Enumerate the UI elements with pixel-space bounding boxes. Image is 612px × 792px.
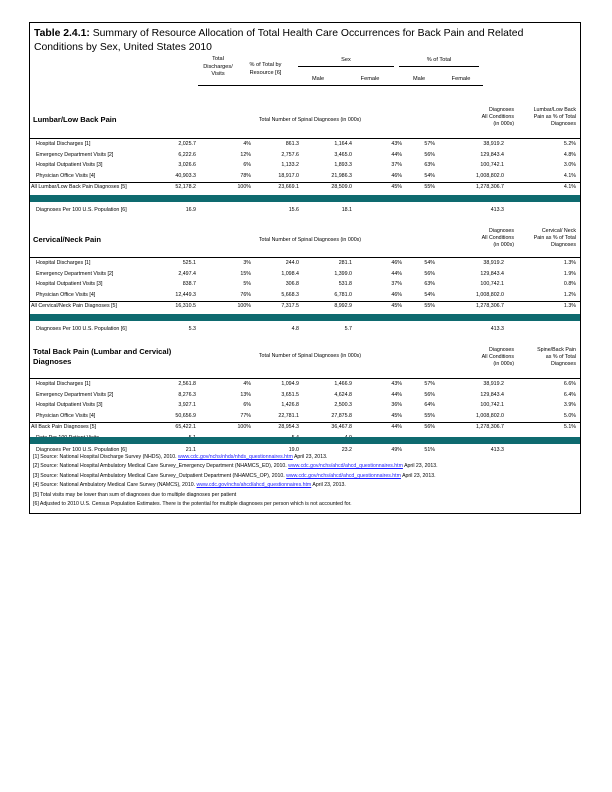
cell-female: 23.2 xyxy=(341,447,352,453)
header-total-line: Discharges/ xyxy=(203,63,233,70)
cell-male: 244.0 xyxy=(285,260,299,266)
footnote-text: [6] Adjusted to 2010 U.S. Census Population Estimates. There is the potential for multiple diagnoses per person which is not accounted for. xyxy=(33,501,352,508)
cell-female: 6,781.0 xyxy=(334,292,352,299)
cell-total: 838.7 xyxy=(182,281,196,288)
header-pct-line: % of Total by xyxy=(249,62,282,68)
share-header xyxy=(516,347,576,368)
row-label: Hospital Discharges [1] xyxy=(36,260,91,266)
share-header-line: Diagnoses xyxy=(550,361,576,367)
cell-female: 21,986.3 xyxy=(331,173,352,180)
header-total-line: Visits xyxy=(211,71,225,77)
cell-pct: 6% xyxy=(243,162,251,169)
section-name: Total Back Pain (Lumbar and Cervical) Diagnoses xyxy=(33,347,172,366)
cell-diag: 100,742.1 xyxy=(480,281,504,288)
cell-pm: 46% xyxy=(391,292,402,299)
cell-pct: 12% xyxy=(240,151,251,158)
cell-share: 0.8% xyxy=(563,281,576,288)
footnote-text: [4] Source: National Ambulatory Medical Care Survey (NAMCS), 2010. xyxy=(33,482,197,489)
section-name: Cervical/Neck Pain xyxy=(33,235,101,244)
share-header-line: Pain as % of Total xyxy=(533,114,576,120)
header-sex-rule xyxy=(298,66,394,67)
header-total-line: Total xyxy=(212,56,224,62)
summary-row xyxy=(30,302,580,311)
cell-male: 22,781.1 xyxy=(278,413,299,420)
section-header-rule xyxy=(30,378,580,379)
section-header-rule xyxy=(30,257,580,258)
diagnoses-header-line: (in 000s) xyxy=(493,242,514,248)
section-subheader: Total Number of Spinal Diagnoses (in 000s) xyxy=(258,117,362,123)
header-sex: Sex xyxy=(341,57,351,63)
cell-female: 4,624.8 xyxy=(334,391,352,398)
share-header-line: Cervical/ Neck xyxy=(541,228,576,234)
cell-pf: 54% xyxy=(424,173,435,180)
cell-pct: 15% xyxy=(240,270,251,277)
share-header xyxy=(516,228,576,249)
cell-pct: 3% xyxy=(243,260,251,266)
share-header-line: Spine/Back Pain xyxy=(537,347,576,353)
cell-pm: 45% xyxy=(391,302,402,309)
table-row xyxy=(30,172,580,181)
cell-total: 40,903.3 xyxy=(175,173,196,180)
diagnoses-header xyxy=(470,107,514,128)
cell-pm: 46% xyxy=(391,260,402,266)
row-label: All Lumbar/Low Back Pain Diagnoses [5] xyxy=(31,183,127,190)
cell-pct: 78% xyxy=(240,173,251,180)
cell-pf: 56% xyxy=(424,391,435,398)
cell-male: 18,917.0 xyxy=(278,173,299,180)
cell-male: 1,098.4 xyxy=(281,270,299,277)
header-female-pct: Female xyxy=(451,76,471,82)
section-divider-band xyxy=(30,195,580,202)
cell-pm: 37% xyxy=(391,281,402,288)
footnote-text: [5] Total visits may be lower than sum of diagnoses due to multiple diagnoses per patient xyxy=(33,491,237,498)
footnotes xyxy=(33,453,578,509)
cell-total: 65,422.1 xyxy=(175,423,196,430)
cell-diag: 1,008,802.0 xyxy=(476,173,504,180)
table-row xyxy=(30,380,580,389)
cell-share: 1.9% xyxy=(563,270,576,277)
row-label: Emergency Department Visits [2] xyxy=(36,151,114,158)
cell-pf: 54% xyxy=(424,292,435,299)
share-header-line: Diagnoses xyxy=(550,121,576,127)
table-title xyxy=(34,27,574,54)
header-female: Female xyxy=(360,76,380,82)
cell-male: 1,094.9 xyxy=(281,381,299,387)
cell-pct: 13% xyxy=(240,391,251,398)
header-male: Male xyxy=(311,76,325,82)
cell-pm: 37% xyxy=(391,162,402,169)
cell-diag: 1,278,306.7 xyxy=(476,423,504,430)
table-row xyxy=(30,280,580,289)
summary-row xyxy=(30,183,580,192)
cell-pf: 55% xyxy=(424,183,435,190)
cell-share: 5.2% xyxy=(563,141,576,147)
cell-share: 5.1% xyxy=(563,423,576,430)
cell-total: 3,026.6 xyxy=(178,162,196,169)
cell-female: 18.1 xyxy=(341,207,352,213)
share-header xyxy=(516,107,576,128)
diagnoses-header xyxy=(470,228,514,249)
cell-female: 1,893.3 xyxy=(334,162,352,169)
table-row xyxy=(30,391,580,400)
cell-diag: 1,008,802.0 xyxy=(476,413,504,420)
cell-male: 2,757.6 xyxy=(281,151,299,158)
diagnoses-header-line: Diagnoses xyxy=(488,228,514,234)
cell-total: 2,025.7 xyxy=(178,141,196,147)
footnote-text: [2] Source: National Hospital Ambulatory Medical Care Survey_Emergency Department (NHAMCS_ED), 2010. xyxy=(33,463,289,470)
cell-share: 6.4% xyxy=(563,391,576,398)
section-divider-band xyxy=(30,437,580,444)
section-header-rule xyxy=(30,138,580,139)
diagnoses-header-line: Diagnoses xyxy=(488,107,514,113)
cell-pf: 63% xyxy=(424,162,435,169)
header-total xyxy=(198,56,238,79)
cell-male: 306.8 xyxy=(285,281,299,288)
table-row xyxy=(30,412,580,421)
header-bottom-rule xyxy=(198,85,483,86)
cell-pct: 100% xyxy=(237,183,251,190)
cell-pct: 77% xyxy=(240,413,251,420)
footnote xyxy=(33,481,578,490)
table-row xyxy=(30,401,580,410)
row-label: Hospital Outpatient Visits [3] xyxy=(36,402,103,409)
cell-total: 50,656.9 xyxy=(175,413,196,420)
cell-diag: 413.3 xyxy=(490,447,504,453)
cell-male: 7,317.5 xyxy=(281,302,299,309)
share-header-line: as % of Total xyxy=(545,354,576,360)
cell-pm: 43% xyxy=(391,381,402,387)
table-row xyxy=(30,291,580,300)
footnote xyxy=(33,500,578,509)
cell-total: 3,927.1 xyxy=(178,402,196,409)
table-row xyxy=(30,325,580,334)
footnote-date: April 23, 2013. xyxy=(402,463,438,470)
cell-pct: 76% xyxy=(240,292,251,299)
cell-female: 5.7 xyxy=(344,326,352,332)
cell-diag: 413.3 xyxy=(490,326,504,332)
row-label: Diagnoses Per 100 U.S. Population [6] xyxy=(36,326,127,332)
diagnoses-header-line: All Conditions xyxy=(481,354,514,360)
cell-total: 21.1 xyxy=(185,447,196,453)
cell-female: 8,992.9 xyxy=(334,302,352,309)
share-header-line: Pain as % of Total xyxy=(533,235,576,241)
cell-male: 23,669.1 xyxy=(278,183,299,190)
cell-female: 1,466.9 xyxy=(334,381,352,387)
cell-pf: 57% xyxy=(424,141,435,147)
cell-total: 16,310.5 xyxy=(175,302,196,309)
cell-share: 4.1% xyxy=(563,173,576,180)
cell-diag: 129,843.4 xyxy=(480,391,504,398)
footnote-text: [3] Source: National Hospital Ambulatory Medical Care Survey_Outpatient Department (NHAMCS_OP), 2010. xyxy=(33,472,287,479)
cell-female: 1,399.0 xyxy=(334,270,352,277)
cell-total: 5.3 xyxy=(188,326,196,332)
cell-diag: 100,742.1 xyxy=(480,402,504,409)
footnote xyxy=(33,453,578,462)
diagnoses-header-line: (in 000s) xyxy=(493,121,514,127)
row-label: Diagnoses Per 100 U.S. Population [6] xyxy=(36,207,127,213)
footnote-link[interactable]: www.cdc.gov/nchs/ahcd/ahcd_questionnaires.htm xyxy=(196,482,312,489)
cell-female: 36,467.8 xyxy=(331,423,352,430)
diagnoses-header xyxy=(470,347,514,368)
cell-male: 19.0 xyxy=(288,447,299,453)
cell-diag: 129,843.4 xyxy=(480,151,504,158)
cell-pct: 100% xyxy=(237,423,251,430)
header-pct-line: Resource [6] xyxy=(249,69,282,76)
header-pct-by-resource xyxy=(243,62,288,77)
row-label: Hospital Outpatient Visits [3] xyxy=(36,162,103,169)
cell-female: 28,509.0 xyxy=(331,183,352,190)
cell-share: 1.3% xyxy=(563,260,576,266)
cell-pf: 63% xyxy=(424,281,435,288)
cell-share: 6.6% xyxy=(563,381,576,387)
table-title-text: Summary of Resource Allocation of Total Health Care Occurrences for Back Pain and Related Conditions by Sex, United States 2010 xyxy=(34,28,524,53)
cell-total: 8,276.3 xyxy=(178,391,196,398)
header-pct-rule xyxy=(399,66,479,67)
cell-total: 2,561.8 xyxy=(178,381,196,387)
cell-pf: 56% xyxy=(424,270,435,277)
cell-total: 52,178.2 xyxy=(175,183,196,190)
diagnoses-header-line: Diagnoses xyxy=(488,347,514,353)
cell-pf: 56% xyxy=(424,151,435,158)
row-label: Physician Office Visits [4] xyxy=(36,173,96,180)
diagnoses-header-line: (in 000s) xyxy=(493,361,514,367)
cell-total: 12,449.3 xyxy=(175,292,196,299)
footnote xyxy=(33,462,578,471)
cell-pf: 57% xyxy=(424,381,435,387)
cell-diag: 38,919.2 xyxy=(483,260,504,266)
row-label: Hospital Discharges [1] xyxy=(36,381,91,387)
cell-diag: 1,278,306.7 xyxy=(476,302,504,309)
cell-female: 3,465.0 xyxy=(334,151,352,158)
cell-share: 3.0% xyxy=(563,162,576,169)
cell-male: 15.6 xyxy=(288,207,299,213)
cell-share: 1.3% xyxy=(563,302,576,309)
cell-pm: 46% xyxy=(391,173,402,180)
cell-diag: 1,278,306.7 xyxy=(476,183,504,190)
cell-total: 2,497.4 xyxy=(178,270,196,277)
footnote-date: April 23, 2013. xyxy=(311,482,346,489)
diagnoses-header-line: All Conditions xyxy=(481,235,514,241)
cell-pm: 44% xyxy=(391,151,402,158)
cell-diag: 129,843.4 xyxy=(480,270,504,277)
footnote-link[interactable]: www.cdc.gov/nchs/nhds/nhds_questionnaires.htm xyxy=(178,454,293,460)
cell-pct: 4% xyxy=(243,141,251,147)
cell-pm: 44% xyxy=(391,391,402,398)
cell-pm: 45% xyxy=(391,183,402,190)
cell-share: 1.2% xyxy=(563,292,576,299)
cell-male: 5,668.3 xyxy=(281,292,299,299)
row-label: Hospital Discharges [1] xyxy=(36,141,91,147)
diagnoses-header-line: All Conditions xyxy=(481,114,514,120)
cell-pf: 56% xyxy=(424,423,435,430)
cell-pf: 55% xyxy=(424,413,435,420)
table-row xyxy=(30,206,580,215)
cell-diag: 38,919.2 xyxy=(483,381,504,387)
cell-share: 4.8% xyxy=(563,151,576,158)
table-row xyxy=(30,259,580,268)
cell-total: 16.9 xyxy=(185,207,196,213)
table-number: Table 2.4.1: xyxy=(34,28,90,39)
section-subheader: Total Number of Spinal Diagnoses (in 000s) xyxy=(258,353,362,359)
cell-pf: 51% xyxy=(424,447,435,453)
summary-row xyxy=(30,423,580,432)
share-header-line: Diagnoses xyxy=(550,242,576,248)
cell-pct: 6% xyxy=(243,402,251,409)
cell-female: 27,875.8 xyxy=(331,413,352,420)
cell-male: 28,954.3 xyxy=(278,423,299,430)
cell-total: 6,222.6 xyxy=(178,151,196,158)
cell-male: 1,426.8 xyxy=(281,402,299,409)
section-divider-band xyxy=(30,314,580,321)
row-label: Diagnoses Per 100 U.S. Population [6] xyxy=(36,447,127,453)
cell-share: 5.0% xyxy=(563,413,576,420)
footnote-text: [1] Source: National Hospital Discharge Survey (NHDS), 2010. xyxy=(33,454,179,460)
table-page xyxy=(29,22,581,514)
cell-pm: 43% xyxy=(391,141,402,147)
row-label: All Cervical/Neck Pain Diagnoses [5] xyxy=(31,302,117,309)
row-label: All Back Pain Diagnoses [5] xyxy=(31,423,97,430)
row-label: Emergency Department Visits [2] xyxy=(36,270,114,277)
header-male-pct: Male xyxy=(412,76,426,82)
table-row xyxy=(30,151,580,160)
cell-pm: 44% xyxy=(391,270,402,277)
table-row xyxy=(30,161,580,170)
row-label: Emergency Department Visits [2] xyxy=(36,391,114,398)
cell-pm: 49% xyxy=(391,447,402,453)
cell-diag: 413.3 xyxy=(490,207,504,213)
footnote-link[interactable]: www.cdc.gov/nchs/ahcd/ahcd_questionnaires.htm xyxy=(288,463,403,470)
footnote-link[interactable]: www.cdc.gov/nchs/ahcd/ahcd_questionnaires.htm xyxy=(286,472,401,479)
cell-female: 531.8 xyxy=(338,281,352,288)
cell-male: 3,651.5 xyxy=(281,391,299,398)
cell-pf: 54% xyxy=(424,260,435,266)
section-subheader: Total Number of Spinal Diagnoses (in 000s) xyxy=(258,237,362,243)
row-label: Physician Office Visits [4] xyxy=(36,413,96,420)
cell-diag: 1,008,802.0 xyxy=(476,292,504,299)
cell-diag: 38,919.2 xyxy=(483,141,504,147)
cell-female: 2,500.3 xyxy=(334,402,352,409)
header-pct-of-total: % of Total xyxy=(426,57,452,63)
footnote xyxy=(33,491,578,500)
cell-female: 1,164.4 xyxy=(334,141,352,147)
cell-diag: 100,742.1 xyxy=(480,162,504,169)
cell-total: 525.1 xyxy=(182,260,196,266)
cell-share: 3.9% xyxy=(563,402,576,409)
cell-male: 1,133.2 xyxy=(281,162,299,169)
cell-pct: 100% xyxy=(237,302,251,309)
cell-pf: 64% xyxy=(424,402,435,409)
cell-pm: 44% xyxy=(391,423,402,430)
section-name: Lumbar/Low Back Pain xyxy=(33,115,117,124)
row-label: Hospital Outpatient Visits [3] xyxy=(36,281,103,288)
footnote-date: April 23, 2013. xyxy=(292,454,328,460)
cell-female: 281.1 xyxy=(338,260,352,266)
cell-pf: 55% xyxy=(424,302,435,309)
cell-pm: 36% xyxy=(391,402,402,409)
footnote xyxy=(33,472,578,481)
cell-male: 4.8 xyxy=(291,326,299,332)
cell-pct: 5% xyxy=(243,281,251,288)
share-header-line: Lumbar/Low Back xyxy=(533,107,576,113)
table-row xyxy=(30,270,580,279)
cell-pct: 4% xyxy=(243,381,251,387)
footnote-date: April 23, 2013. xyxy=(400,472,436,479)
cell-pm: 45% xyxy=(391,413,402,420)
cell-male: 861.3 xyxy=(285,141,299,147)
cell-share: 4.1% xyxy=(563,183,576,190)
table-row xyxy=(30,140,580,149)
row-label: Physician Office Visits [4] xyxy=(36,292,96,299)
